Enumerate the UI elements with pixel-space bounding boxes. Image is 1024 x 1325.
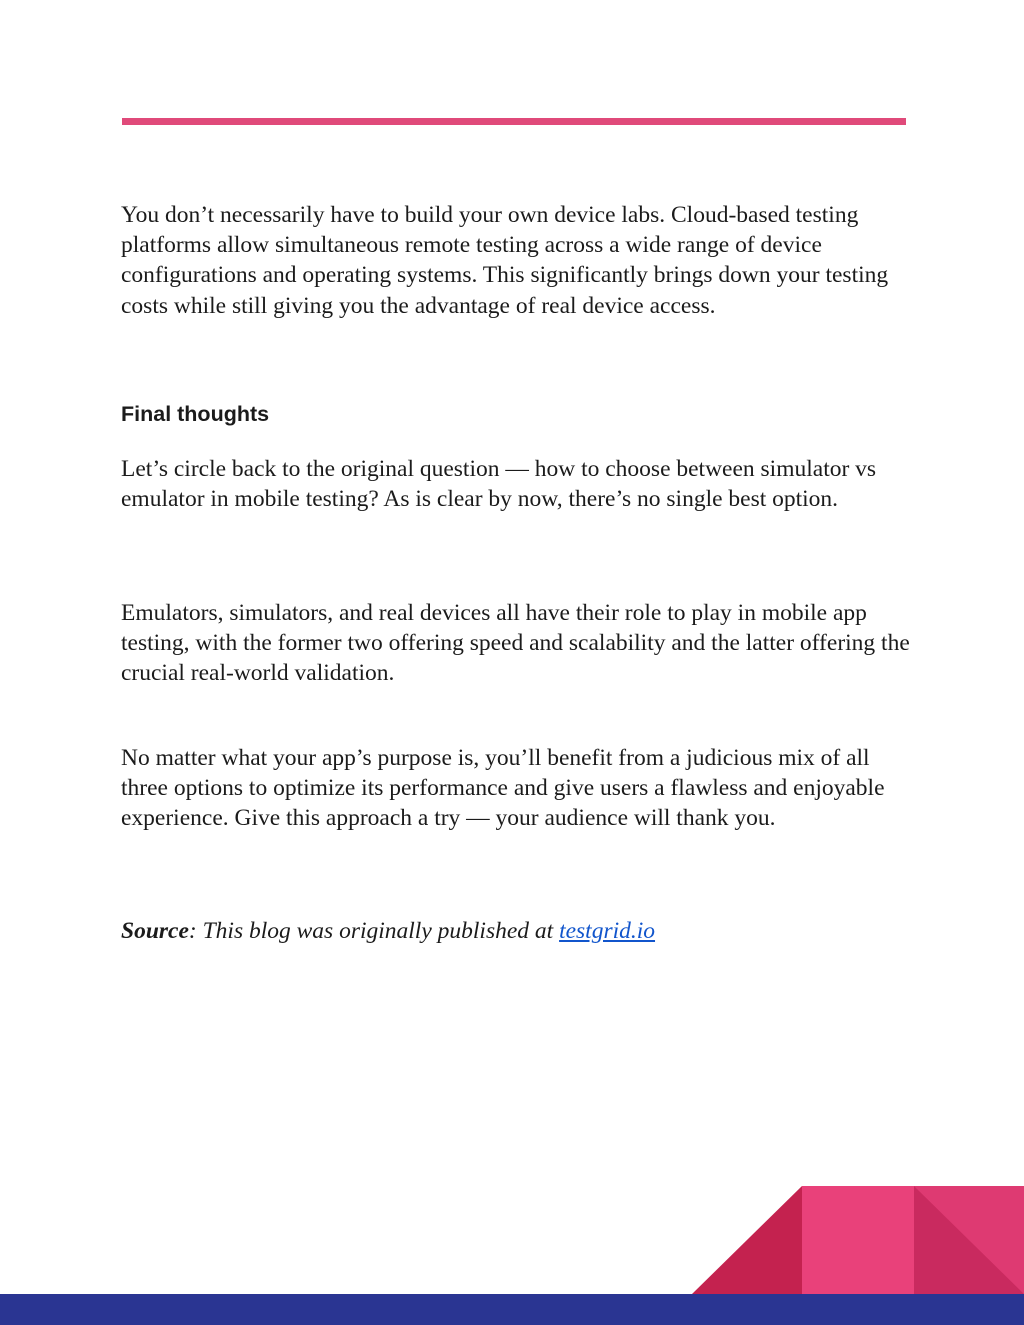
footer-decoration — [0, 1180, 1024, 1325]
source-link[interactable]: testgrid.io — [559, 918, 656, 944]
source-line — [121, 916, 655, 946]
top-accent-rule — [122, 118, 906, 125]
footer-navy-band — [0, 1294, 1024, 1325]
source-text: : This blog was originally published at — [188, 918, 560, 944]
paragraph-cloud-testing: You don’t necessarily have to build your own device labs. Cloud-based testing platforms allow simultaneous remote testing across a wide range of device configurations and operating systems. This significantly brings down your testing costs while still giving you the advantage of real device access. — [121, 202, 889, 319]
footer-crimson-triangle — [692, 1186, 802, 1294]
footer-pink-block — [802, 1186, 914, 1294]
section-heading: Final thoughts — [121, 402, 270, 426]
source-label: Source — [121, 918, 189, 944]
paragraph-mix: No matter what your app’s purpose is, you’ll benefit from a judicious mix of all three options to optimize its performance and give users a flawless and enjoyable experience. Give this approach a try — your audience will thank you. — [121, 745, 885, 832]
paragraph-roles: Emulators, simulators, and real devices all have their role to play in mobile app testing, with the former two offering speed and scalability and the latter offering the crucial real-world validation. — [121, 600, 910, 687]
paragraph-circle-back: Let’s circle back to the original question — how to choose between simulator vs emulator in mobile testing? As is clear by now, there’s no single best option. — [121, 456, 877, 513]
